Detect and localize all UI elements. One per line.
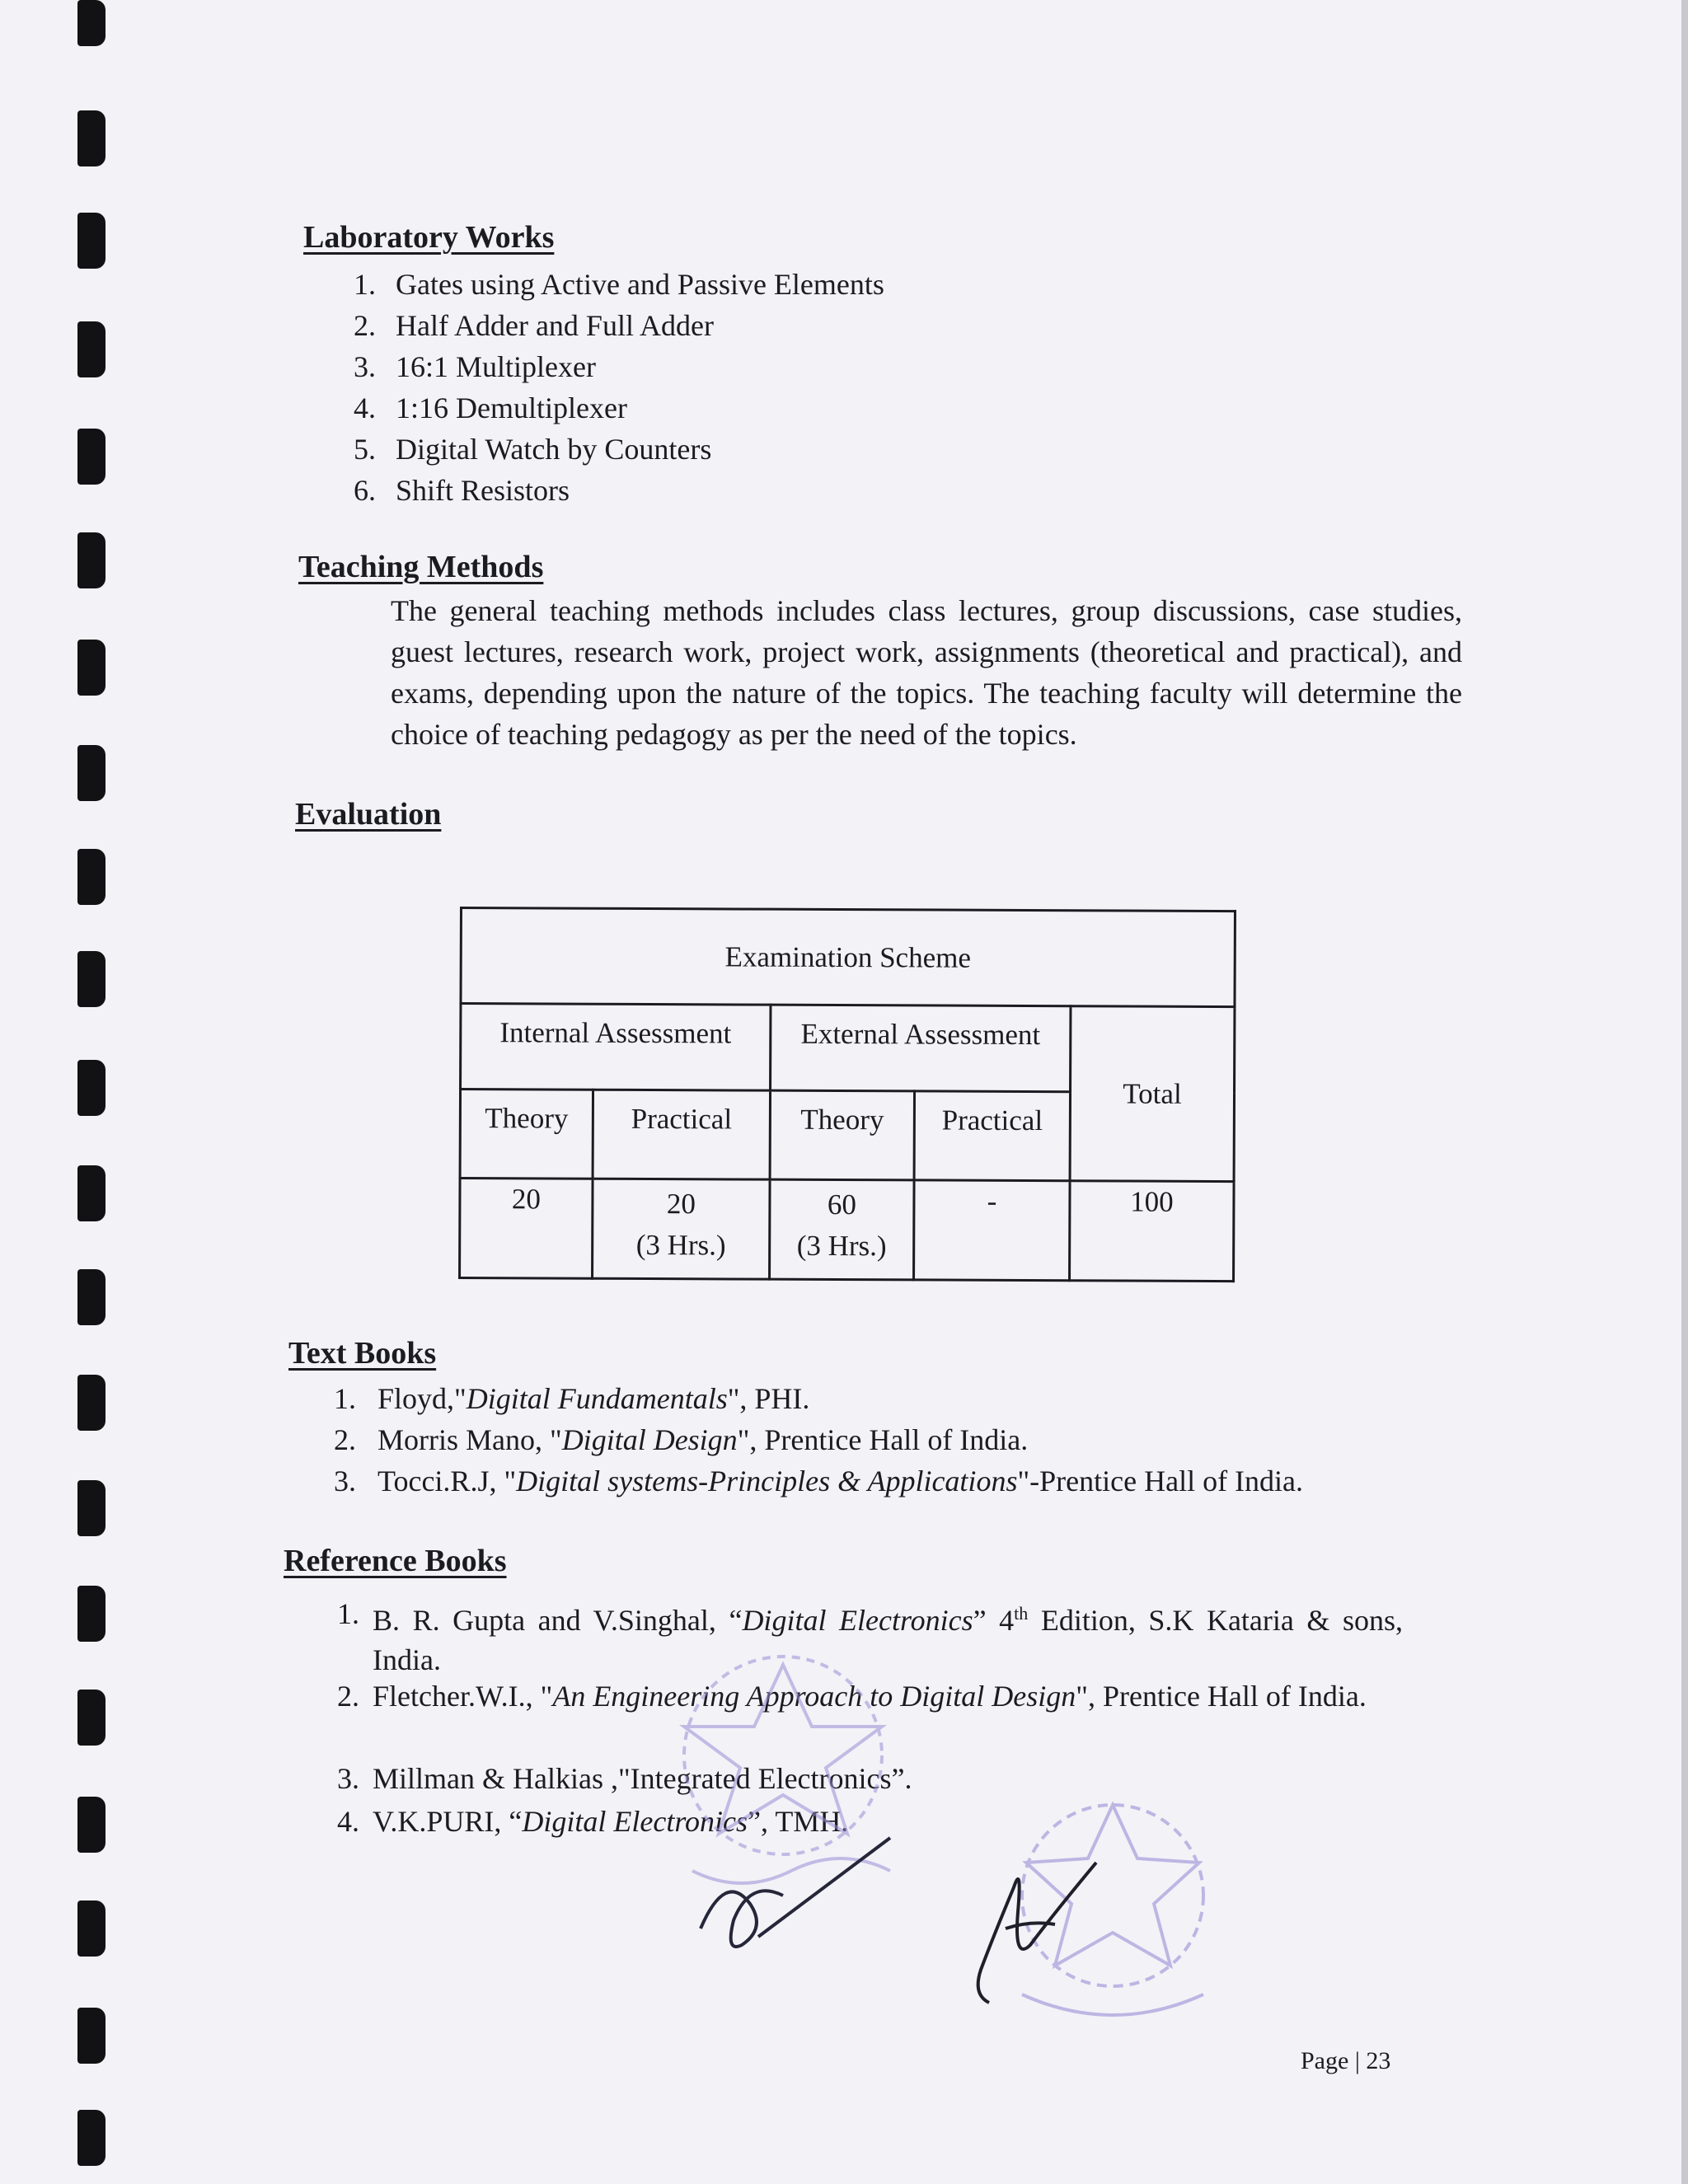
internal-theory-header: Theory	[460, 1090, 593, 1179]
binding-hole	[77, 1797, 106, 1853]
item-text: Digital Watch by Counters	[396, 433, 712, 466]
book-author: Floyd,"	[377, 1382, 467, 1415]
book-author: V.K.PURI, “	[373, 1805, 523, 1838]
book-publisher: ", Prentice Hall of India.	[1076, 1680, 1367, 1713]
item-number: 6.	[354, 474, 376, 507]
table-caption-cell: Examination Scheme	[461, 908, 1235, 1007]
reference-books-heading: Reference Books	[284, 1544, 507, 1578]
book-author: B. R. Gupta and V.Singhal, “	[373, 1604, 743, 1637]
item-number: 4.	[337, 1805, 359, 1838]
book-publisher: ”, TMH.	[747, 1805, 849, 1838]
external-practical-header: Practical	[914, 1091, 1070, 1181]
binding-hole	[77, 2008, 106, 2064]
book-title: An Engineering Approach to Digital Design	[552, 1680, 1076, 1713]
text-books-heading: Text Books	[288, 1336, 437, 1371]
marks-value: 60	[827, 1188, 857, 1221]
item-number: 2.	[334, 1423, 356, 1456]
binding-hole	[77, 0, 106, 46]
book-publisher: ", Prentice Hall of India.	[737, 1423, 1029, 1456]
item-number: 2.	[354, 309, 376, 342]
book-edition: ” 4	[973, 1604, 1015, 1637]
evaluation-heading: Evaluation	[295, 797, 442, 832]
binding-hole	[77, 321, 106, 377]
item-text: 16:1 Multiplexer	[396, 350, 596, 383]
examination-scheme-table	[458, 907, 1236, 1282]
item-text: Gates using Active and Passive Elements	[396, 268, 884, 301]
book-title: Digital Design	[561, 1423, 738, 1456]
marks-value: 20	[666, 1188, 696, 1221]
binding-hole	[77, 213, 106, 269]
binding-hole	[77, 1900, 106, 1957]
item-text: Shift Resistors	[396, 474, 570, 507]
signature-left	[676, 1805, 907, 1961]
total-marks: 100	[1070, 1181, 1235, 1282]
item-text: 1:16 Demultiplexer	[396, 391, 627, 424]
book-author: Morris Mano, "	[377, 1423, 562, 1456]
internal-theory-marks: 20	[460, 1179, 593, 1279]
total-header: Total	[1070, 1006, 1235, 1182]
binding-hole	[77, 429, 106, 485]
book-publisher: "-Prentice Hall of India.	[1017, 1465, 1304, 1497]
book-publisher: Edition, S.K Kataria & sons, India.	[373, 1604, 1404, 1676]
page-number: Page | 23	[1301, 2047, 1391, 2074]
item-number: 5.	[354, 433, 376, 466]
external-theory-header: Theory	[770, 1090, 914, 1180]
item-number: 2.	[337, 1680, 359, 1713]
book-title: Digital systems-Principles & Applications	[516, 1465, 1018, 1497]
binding-hole	[77, 110, 106, 166]
teaching-methods-heading: Teaching Methods	[298, 550, 544, 584]
external-practical-marks: -	[914, 1180, 1071, 1281]
internal-practical-header: Practical	[593, 1090, 770, 1179]
book-title: Digital Fundamentals	[466, 1382, 728, 1415]
item-number: 1.	[354, 268, 376, 301]
book-author: Fletcher.W.I., "	[373, 1680, 553, 1713]
book-title: Digital Electronics	[522, 1805, 748, 1838]
marks-duration: (3 Hrs.)	[635, 1228, 726, 1262]
item-number: 1.	[337, 1597, 359, 1630]
item-number: 3.	[354, 350, 376, 383]
external-assessment-header: External Assessment	[771, 1005, 1071, 1092]
binding-hole	[77, 1269, 106, 1325]
binding-hole	[77, 1375, 106, 1431]
binding-hole	[77, 532, 106, 588]
item-number: 3.	[334, 1465, 356, 1497]
internal-assessment-header: Internal Assessment	[461, 1004, 771, 1091]
item-text: Half Adder and Full Adder	[396, 309, 714, 342]
external-theory-marks	[770, 1179, 915, 1280]
binding-hole	[77, 2110, 106, 2166]
internal-practical-marks	[593, 1179, 771, 1279]
binding-hole	[77, 951, 106, 1007]
item-number: 3.	[337, 1762, 359, 1795]
teaching-methods-paragraph: The general teaching methods includes class lectures, group discussions, case studies, guest lectures, research work, project work, assignments (theoretical and practical), and exams, depending upon the nature of the topics. The teaching faculty will determine the choice of teaching pedagogy as per the need of the topics.	[391, 594, 1462, 751]
binding-hole	[77, 1165, 106, 1221]
item-number: 4.	[354, 391, 376, 424]
binding-hole	[77, 1480, 106, 1536]
marks-duration: (3 Hrs.)	[796, 1229, 887, 1263]
book-entry: Millman & Halkias ,"Integrated Electronics”.	[373, 1762, 912, 1795]
book-author: Tocci.R.J, "	[377, 1465, 517, 1497]
binding-hole	[77, 1586, 106, 1642]
signature-right	[956, 1838, 1162, 2019]
page-edge	[1681, 0, 1688, 2184]
binding-hole	[77, 640, 106, 696]
book-publisher: ", PHI.	[727, 1382, 810, 1415]
spiral-binding	[0, 0, 115, 2184]
item-number: 1.	[334, 1382, 356, 1415]
edition-suffix: th	[1014, 1603, 1029, 1624]
binding-hole	[77, 745, 106, 801]
book-title: Digital Electronics	[742, 1604, 973, 1637]
binding-hole	[77, 849, 106, 905]
lab-works-heading: Laboratory Works	[303, 220, 555, 255]
binding-hole	[77, 1060, 106, 1116]
binding-hole	[77, 1690, 106, 1746]
